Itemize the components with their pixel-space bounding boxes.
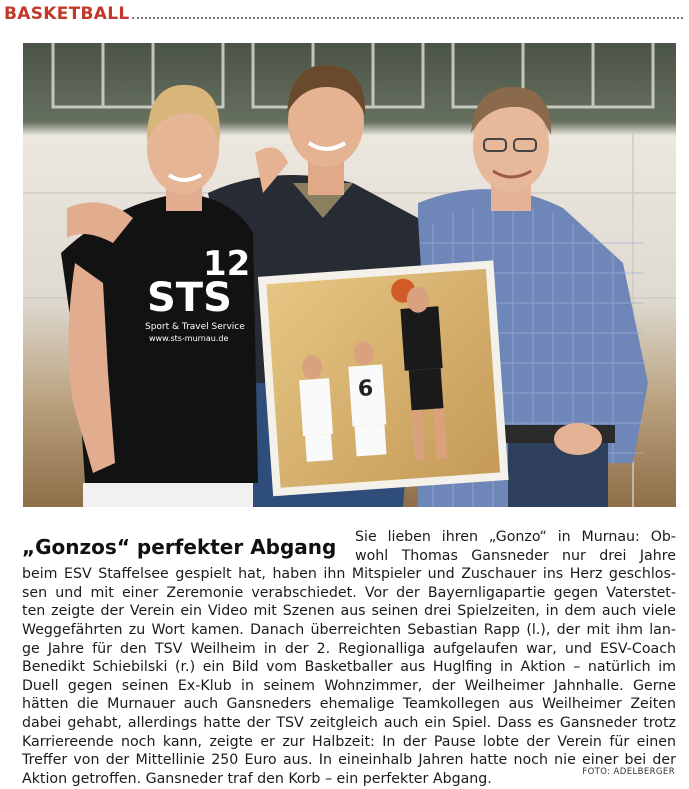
article-line: dabei gehabt, allerdings hatte der TSV zeitgleich auch ein Spiel. Dass es Gansneder trotz (22, 714, 676, 731)
article-photo (23, 43, 676, 507)
sponsor-line1: Sport & Travel Service (145, 322, 245, 332)
jersey-number: 12 (203, 244, 251, 284)
article-line: Sie lieben ihren „Gonzo“ in Murnau: Ob- (355, 529, 676, 545)
article-line: sen und mit einer Zeremonie verabschiedet. Vor der Bayernligapartie gegen Vaterstet- (22, 584, 676, 601)
article-line: wohl Thomas Gansneder nur drei Jahre (355, 547, 676, 564)
sponsor-line2: www.sts-murnau.de (149, 334, 229, 343)
article-line: Karriereende noch kann, zeigte er zur Halbzeit: In der Pause lobte der Verein für einen (22, 733, 676, 750)
photo-credit: FOTO: ADELBERGER (582, 767, 675, 777)
article-line: Aktion getroffen. Gansneder traf den Korb – ein perfekter Abgang. (22, 770, 492, 787)
article-line: Weggefährten zu Wort kamen. Danach überreichten Sebastian Rapp (l.), der mit ihm lan- (22, 621, 676, 638)
article-line: Treffer von der Mittellinie 250 Euro aus. In eineinhalb Jahren hatte noch nie einer bei der (22, 752, 676, 769)
sponsor-logo: STS (147, 275, 232, 321)
article-line: hätten die Murnauer auch Gansneders ehemalige Teamkollegen aus Weilheimer Zeiten (22, 696, 676, 713)
frame-jersey-number: 6 (357, 376, 375, 403)
article-body (22, 528, 676, 788)
framed-picture (258, 260, 509, 496)
photo-illustration (23, 43, 676, 507)
article-line: Duell gegen seinen Ex-Klub in seinem Wohnzimmer, der Weilheimer Jahnhalle. Gerne (22, 677, 676, 694)
article-line: Benedikt Schiebilski (r.) ein Bild vom Basketballer aus Huglfing in Aktion – natürlich im (22, 659, 676, 676)
article-line: ge Jahre für den TSV Weilheim in der 2. Regionalliga aufgelaufen war, und ESV-Coach (22, 640, 676, 657)
article-headline: „Gonzos“ perfekter Abgang (22, 535, 337, 559)
section-label: BASKETBALL (4, 4, 130, 24)
section-header (4, 4, 685, 26)
article-line: beim ESV Staffelsee gespielt hat, haben ihn Mitspieler und Zuschauer ins Herz geschlos- (22, 566, 676, 583)
section-divider (132, 17, 683, 19)
article-line: ten zeigte der Verein ein Video mit Szenen aus seinen drei Spielzeiten, in dem auch viele (22, 603, 676, 620)
